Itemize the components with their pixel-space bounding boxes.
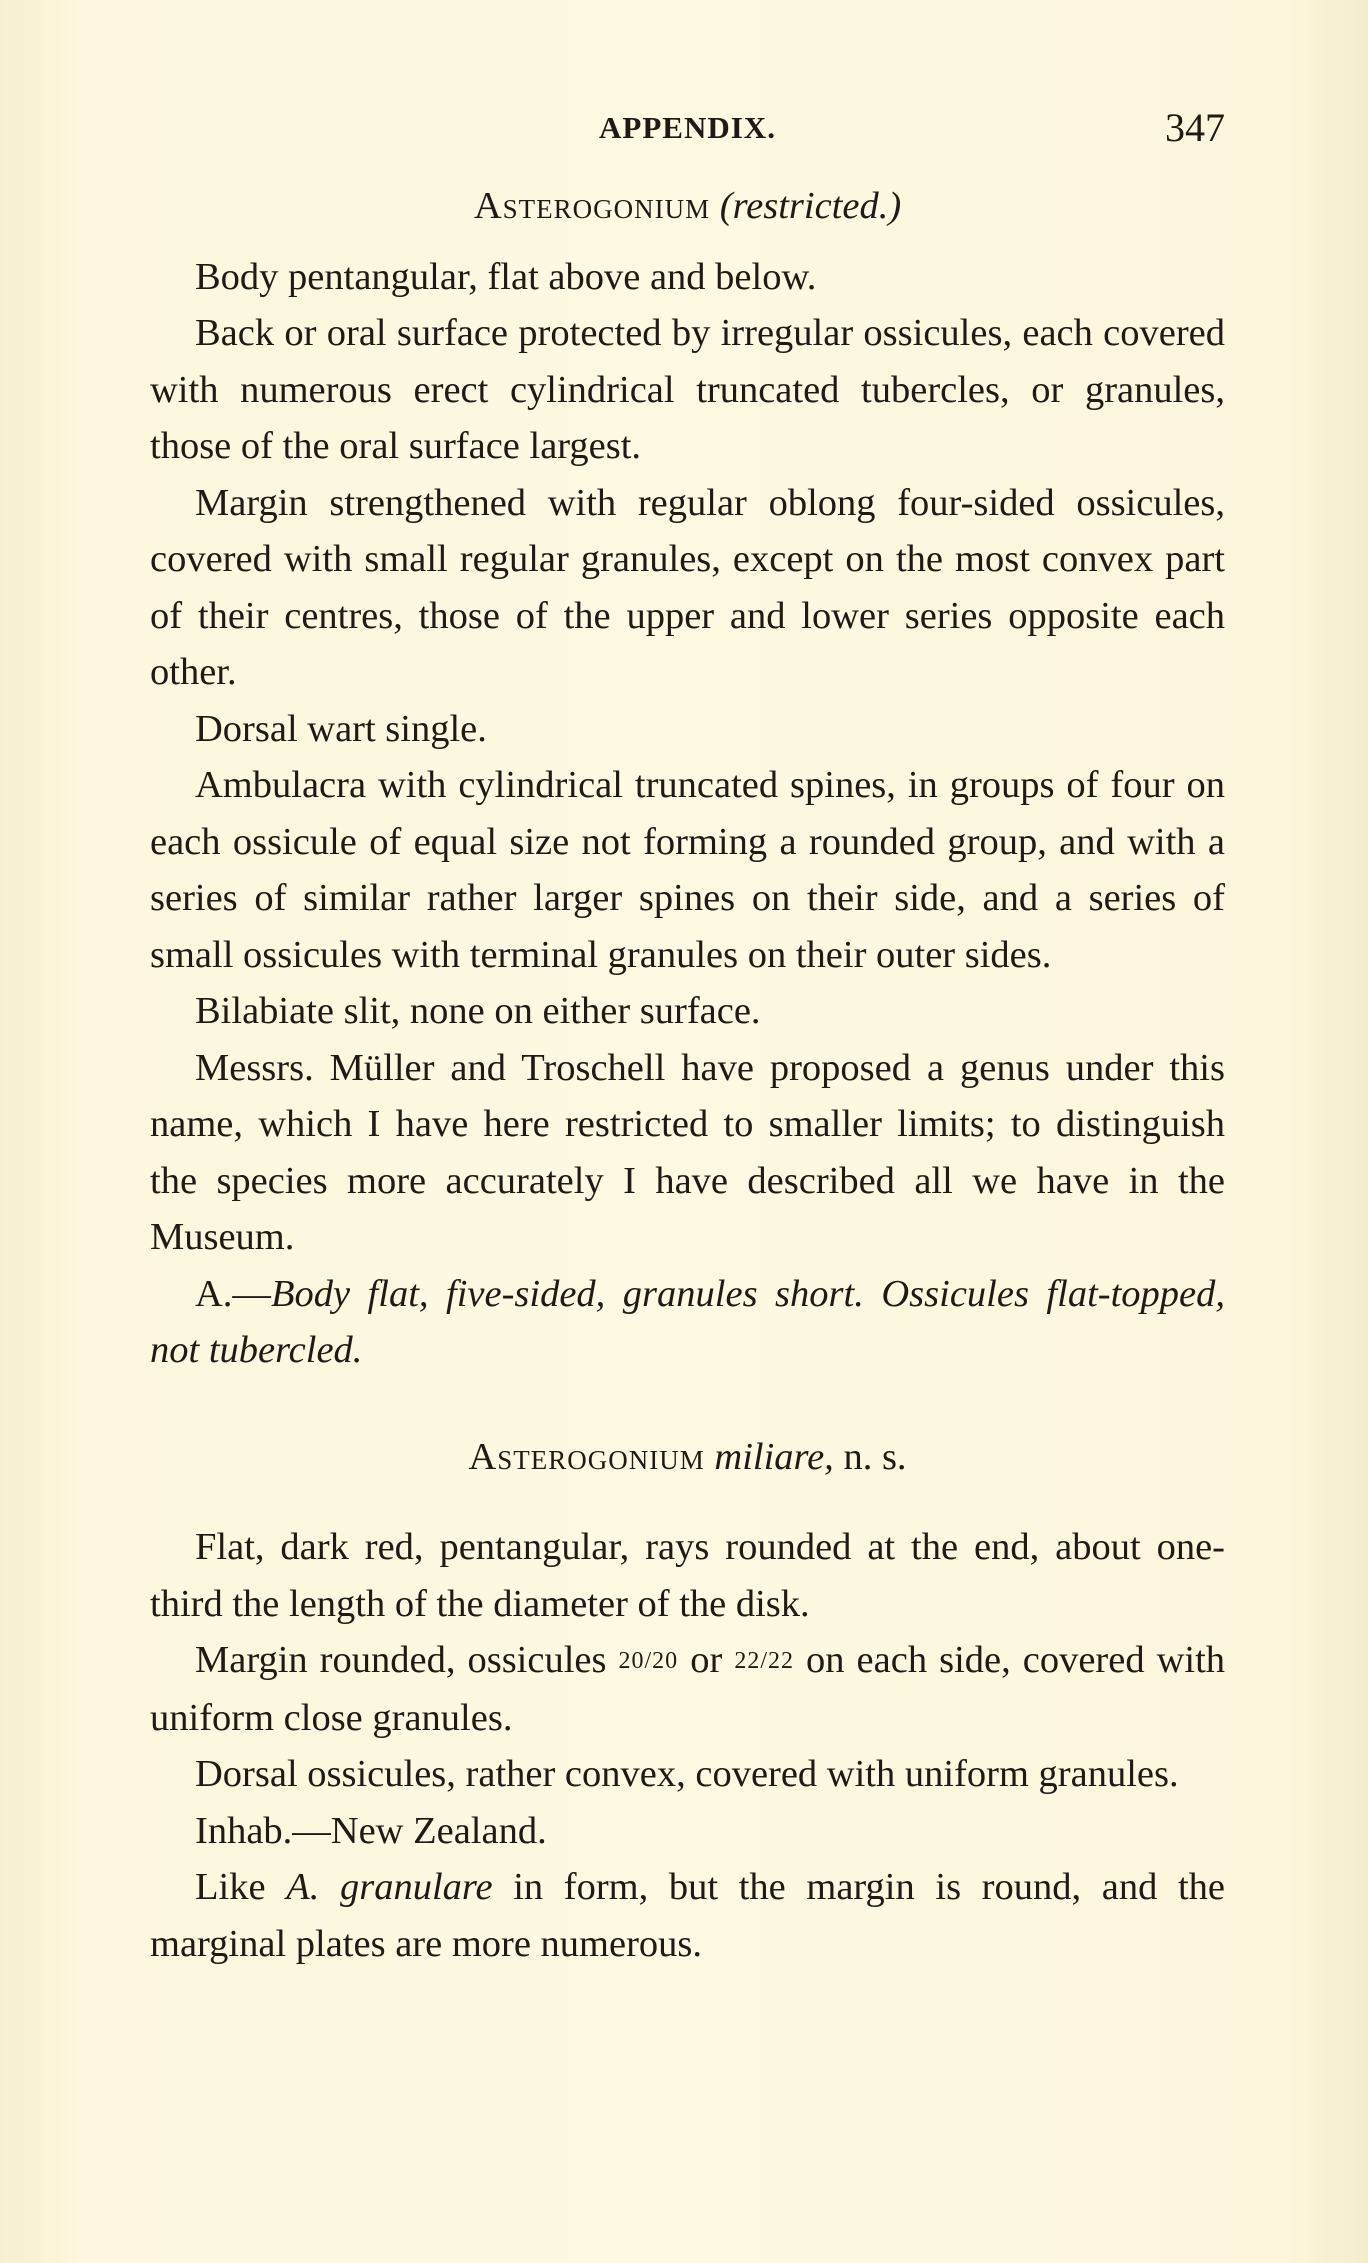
paragraph: Body pentangular, flat above and below. [195, 255, 817, 298]
species-title [150, 1429, 1225, 1486]
section-title-genus: Asterogonium [473, 185, 711, 227]
or-text: or [690, 1639, 723, 1681]
paragraph: Bilabiate slit, none on either surface. [195, 990, 761, 1032]
section-title-qualifier: (restricted.) [719, 185, 902, 227]
page-number: 347 [1165, 105, 1225, 150]
page-header [150, 104, 1225, 152]
species-paragraph [150, 1632, 1225, 1746]
compared-species: A. granulare [286, 1866, 493, 1908]
division-paragraph [150, 1266, 1225, 1379]
species-genus: Asterogonium [468, 1435, 705, 1478]
fraction: 20/20 [618, 1648, 679, 1674]
paragraph: Margin strengthened with regular oblong four-sided ossicules, covered with small regular granules, except on the most convex part of their centres, those of the upper and lower series opposite each other. [150, 481, 1225, 693]
like-text: Like [195, 1866, 266, 1908]
species-paragraph: Flat, dark red, pentangular, rays rounded at the end, about one-third the length of the diameter of the disk. [150, 1526, 1225, 1625]
section-title [150, 178, 1225, 235]
margin-text-start: Margin rounded, ossicules [195, 1639, 607, 1681]
species-epithet: miliare, [714, 1435, 834, 1478]
fraction: 22/22 [734, 1648, 794, 1674]
running-head: APPENDIX. [599, 110, 776, 145]
species-paragraph: Dorsal ossicules, rather convex, covered with uniform granules. [195, 1753, 1179, 1795]
paragraph: Ambulacra with cylindrical truncated spines, in groups of four on each ossicule of equal size not forming a rounded group, and with a series of similar rather larger spines on their side, and a series of small ossicules with terminal granules on their outer sides. [150, 764, 1225, 976]
division-text: Body flat, five-sided, granules short. Ossicules flat-topped, not tubercled. [150, 1272, 1225, 1371]
paragraph: Dorsal wart single. [195, 707, 487, 750]
body-text [150, 178, 1225, 1972]
habitat-paragraph: Inhab.—New Zealand. [195, 1809, 547, 1852]
paragraph: Back or oral surface protected by irregular ossicules, each covered with numerous erect cylindrical truncated tubercles, or granules, those of the oral surface largest. [150, 312, 1225, 467]
paragraph: Messrs. Müller and Troschell have proposed a genus under this name, which I have here restricted to smaller limits; to distinguish the species more accurately I have described all we have in the Museum. [150, 1046, 1225, 1258]
margin-text-end: on each side, covered with uniform close granules. [150, 1639, 1226, 1739]
division-label: A.— [195, 1272, 271, 1315]
comparison-text: in form, but the margin is round, and the marginal plates are more numerous. [150, 1866, 1226, 1965]
species-suffix: n. s. [843, 1435, 907, 1478]
species-paragraph [150, 1859, 1225, 1972]
